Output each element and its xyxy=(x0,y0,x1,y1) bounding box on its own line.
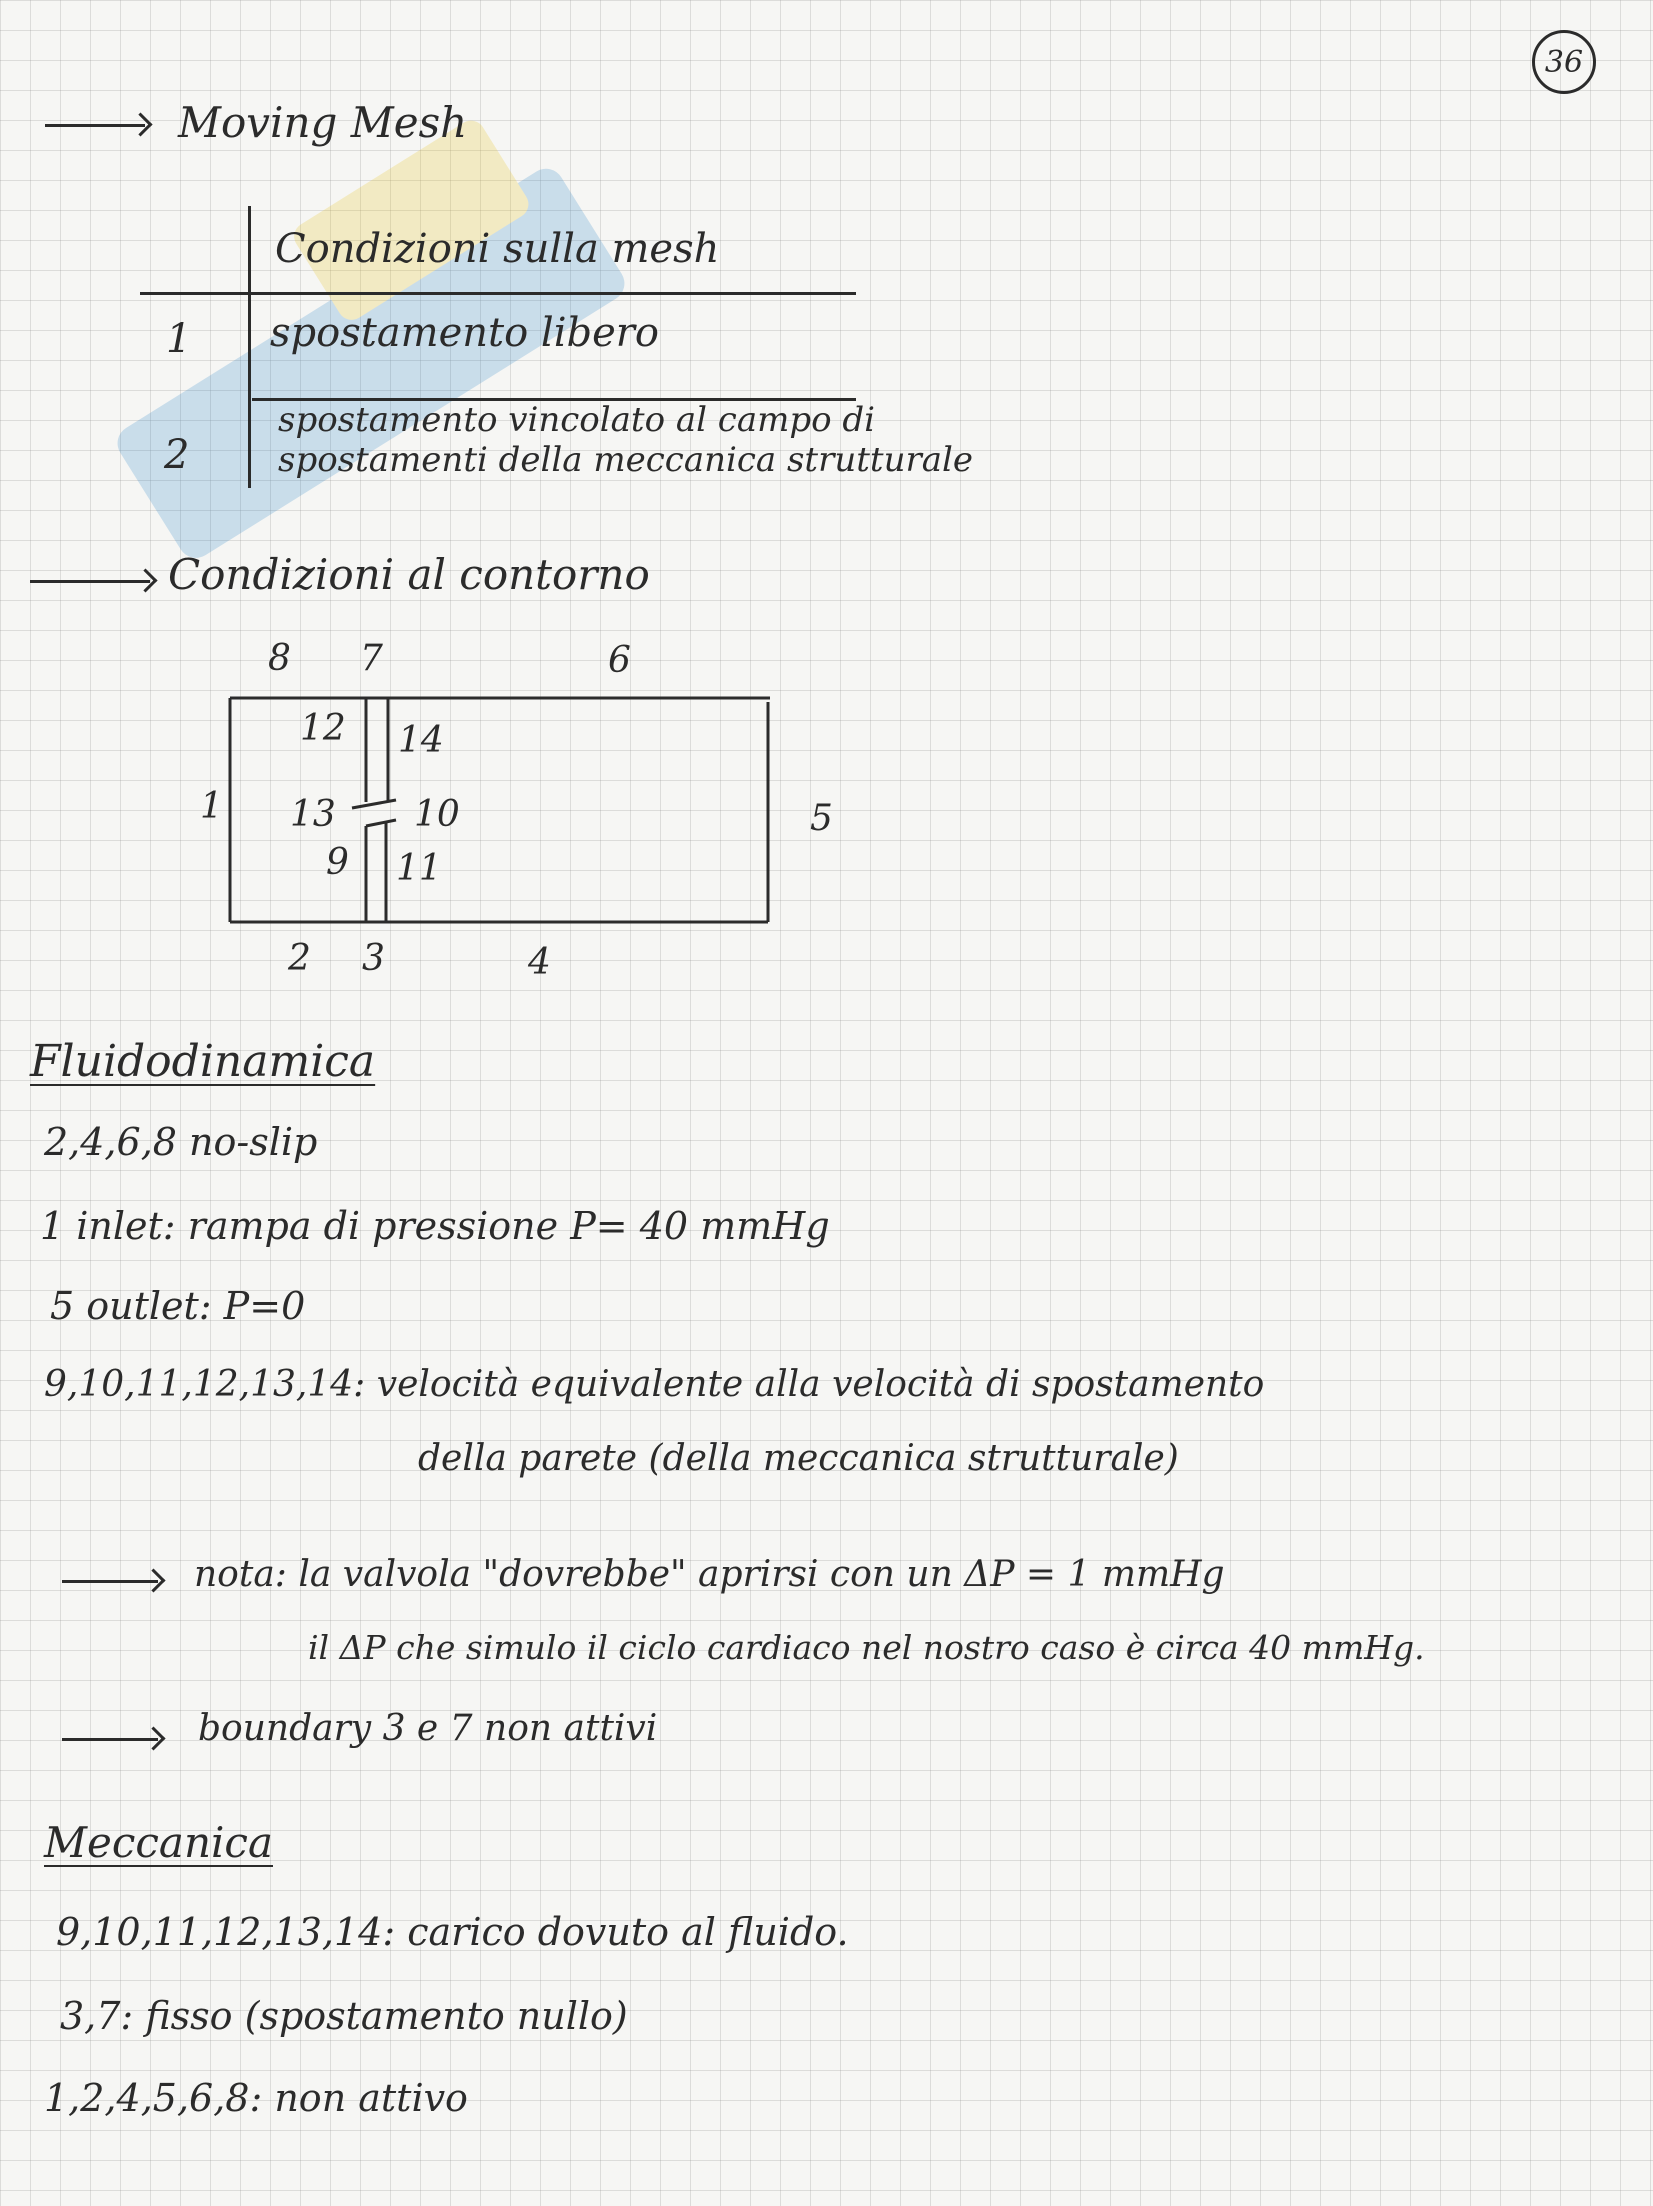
fluidodinamica-note-1: nota: la valvola "dovrebbe" aprirsi con un ΔP = 1 mmHg xyxy=(194,1554,1225,1595)
label-boundary-3: 3 xyxy=(362,938,385,979)
label-boundary-4: 4 xyxy=(528,942,551,980)
watermark-logo-band xyxy=(111,162,631,565)
arrow-moving-mesh xyxy=(45,124,145,127)
table-row-2-line2: spostamenti della meccanica strutturale xyxy=(278,440,973,480)
table-row-2-number: 2 xyxy=(164,432,190,478)
table-header: Condizioni sulla mesh xyxy=(275,226,720,272)
label-boundary-1: 1 xyxy=(200,786,223,827)
fluidodinamica-note-2: il ΔP che simulo il ciclo cardiaco nel nostro caso è circa 40 mmHg. xyxy=(308,1628,1425,1667)
label-boundary-6: 6 xyxy=(608,640,631,681)
table-header-divider xyxy=(140,292,856,295)
arrow-boundary-inactive xyxy=(62,1738,158,1741)
label-boundary-8: 8 xyxy=(268,640,291,679)
label-boundary-13: 13 xyxy=(290,794,336,835)
label-boundary-10: 10 xyxy=(414,794,460,835)
arrow-boundary-conditions xyxy=(30,580,150,583)
meccanica-title: Meccanica xyxy=(44,1818,273,1867)
meccanica-line-1: 9,10,11,12,13,14: carico dovuto al fluido. xyxy=(56,1910,849,1954)
table-vertical-divider xyxy=(248,206,251,488)
diagram-lower-leaflet-tip xyxy=(366,820,396,826)
fluidodinamica-line-1: 2,4,6,8 no-slip xyxy=(44,1120,318,1164)
boundary-diagram xyxy=(190,640,910,980)
table-row-2-line1: spostamento vincolato al campo di xyxy=(278,400,876,440)
fluidodinamica-title: Fluidodinamica xyxy=(30,1036,376,1087)
table-row-1-text: spostamento libero xyxy=(270,310,659,356)
label-boundary-5: 5 xyxy=(810,798,833,839)
page-number: 36 xyxy=(1532,30,1596,94)
label-boundary-11: 11 xyxy=(396,848,442,889)
fluidodinamica-line-2: 1 inlet: rampa di pressione P= 40 mmHg xyxy=(40,1204,830,1248)
boundary-conditions-title: Condizioni al contorno xyxy=(168,550,650,599)
fluidodinamica-line-5: della parete (della meccanica strutturale) xyxy=(418,1438,1179,1479)
table-row-1-number: 1 xyxy=(166,316,192,362)
fluidodinamica-line-3: 5 outlet: P=0 xyxy=(50,1284,306,1328)
diagram-upper-leaflet-tip xyxy=(352,800,396,808)
label-boundary-9: 9 xyxy=(326,842,349,883)
label-boundary-12: 12 xyxy=(300,708,346,749)
moving-mesh-title: Moving Mesh xyxy=(178,98,468,147)
label-boundary-2: 2 xyxy=(288,938,311,979)
label-boundary-14: 14 xyxy=(398,720,444,761)
meccanica-line-3: 1,2,4,5,6,8: non attivo xyxy=(44,2076,468,2120)
label-boundary-7: 7 xyxy=(360,640,383,679)
fluidodinamica-note-3: boundary 3 e 7 non attivi xyxy=(198,1708,658,1749)
meccanica-line-2: 3,7: fisso (spostamento nullo) xyxy=(60,1994,628,2038)
fluidodinamica-line-4: 9,10,11,12,13,14: velocità equivalente alla velocità di spostamento xyxy=(44,1364,1265,1405)
arrow-note xyxy=(62,1580,158,1583)
